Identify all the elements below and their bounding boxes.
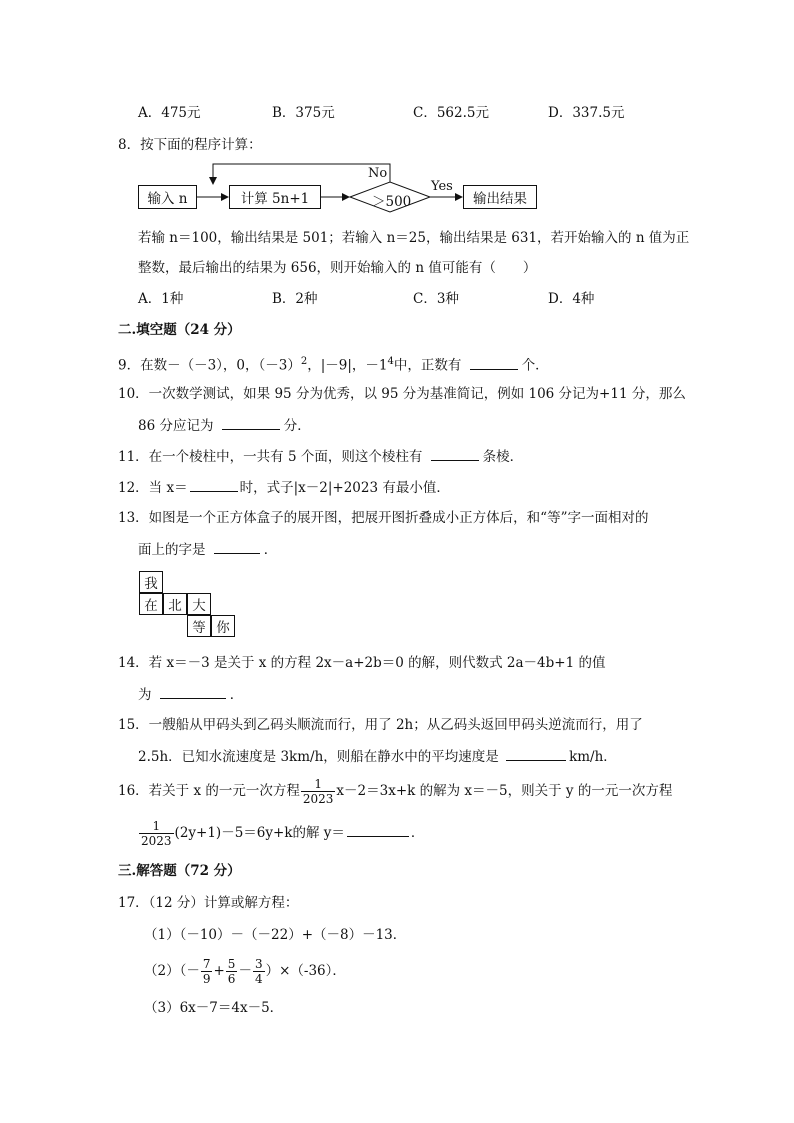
flow-no-label: No: [368, 166, 388, 181]
q17-frac-3: [253, 957, 265, 986]
q9-answer-blank[interactable]: [470, 356, 518, 370]
q8-option-b: B．2种: [272, 291, 318, 307]
q9-post: 中，正数有: [393, 357, 462, 374]
q8-option-d: D．4种: [548, 291, 595, 307]
q17-frac1-den: 9: [202, 972, 211, 986]
section-fill-in-title: 二.填空题（24 分）: [118, 322, 241, 338]
q16-frac1-den: 2023: [302, 792, 334, 806]
q8-option-c: C．3种: [413, 291, 459, 307]
q7-option-c: C．562.5元: [413, 105, 489, 121]
flow-yes-label: Yes: [431, 179, 453, 194]
q17-p2-pre: （2）（－: [144, 963, 200, 979]
q13-line-2: [138, 540, 277, 559]
q12-pre: 12．当 x＝: [118, 480, 188, 496]
q17-part-1: （1）（－10）－（－22）+（－8）－13．: [144, 927, 407, 943]
q17-frac-1: [201, 957, 213, 986]
q10-end: 分．: [283, 418, 311, 434]
q17-frac3-num: 3: [254, 957, 263, 971]
q17-stem: 17．（12 分）计算或解方程：: [118, 895, 299, 911]
net-cell-da: 大: [187, 593, 211, 615]
q9-pre: 9．在数－（－3），0，（－3）: [118, 357, 301, 374]
q11: [118, 447, 523, 466]
net-cell-bei: 北: [163, 593, 187, 615]
q16-frac1-num: 1: [301, 777, 336, 792]
q14-end: ．: [229, 687, 244, 703]
q17-part-3: （3）6x－7＝4x－5．: [144, 1000, 284, 1016]
q16-fraction-1: [301, 777, 336, 806]
q12-end: 时，式子|x－2|+2023 有最小值．: [239, 480, 450, 496]
flow-input-box: 输入 n: [138, 185, 197, 209]
net-cell-deng: 等: [187, 615, 211, 637]
net-cell-zai: 在: [139, 593, 163, 615]
q10-line-2: [138, 416, 311, 435]
q16-line-2: [138, 818, 424, 848]
q17-frac-2: [226, 957, 238, 986]
q16-line-1: [118, 776, 672, 806]
q15-pre: 2.5h．已知水流速度是 3km/h，则船在静水中的平均速度是: [138, 749, 499, 765]
q9-mid: ，|－9|，－1: [307, 357, 388, 374]
q16-fraction-2: [139, 819, 174, 848]
q12-answer-blank[interactable]: [190, 478, 238, 492]
q16-frac2-num: 1: [139, 819, 174, 834]
q16-post: x－2＝3x+k 的解为 x＝－5，则关于 y 的一元一次方程: [336, 783, 673, 799]
q16-frac2-den: 2023: [141, 834, 172, 848]
q15-end: km/h．: [569, 749, 617, 765]
q7-option-d: D．337.5元: [548, 105, 625, 121]
q12: [118, 478, 450, 497]
q14-pre: 为: [138, 687, 152, 703]
q10-line-1: 10．一次数学测试，如果 95 分为优秀，以 95 分为基准简记，例如 106 分记为+11 分，那么: [118, 386, 686, 402]
q17-frac2-den: 6: [227, 972, 236, 986]
q10-answer-blank[interactable]: [222, 416, 280, 430]
q14-line-1: 14．若 x＝－3 是关于 x 的方程 2x－a+2b＝0 的解，则代数式 2a－4b+1 的值: [118, 655, 606, 671]
flow-condition-label: ＞500: [372, 194, 412, 210]
q17-frac2-num: 5: [227, 957, 236, 971]
flow-compute-box: 计算 5n+1: [229, 185, 321, 209]
q10-pre: 86 分应记为: [138, 418, 214, 434]
q16-pre: 16．若关于 x 的一元一次方程: [118, 783, 300, 799]
q11-answer-blank[interactable]: [431, 447, 479, 461]
q11-end: 条棱．: [482, 449, 524, 465]
q13-end: ．: [263, 542, 278, 558]
q15-line-1: 15．一艘船从甲码头到乙码头顺流而行，用了 2h；从乙码头返回甲码头逆流而行，用了: [118, 717, 643, 733]
q13-pre: 面上的字是: [138, 542, 206, 558]
net-cell-ni: 你: [211, 615, 235, 637]
q16-answer-blank[interactable]: [347, 823, 409, 837]
q8-stem: 8．按下面的程序计算：: [118, 137, 262, 153]
q11-pre: 11．在一个棱柱中，一共有 5 个面，则这个棱柱有: [118, 449, 423, 465]
q17-frac3-den: 4: [254, 972, 263, 986]
q9: [118, 353, 549, 375]
q9-end: 个．: [521, 357, 549, 374]
q16-line2-text: (2y+1)－5＝6y+k的解 y＝: [174, 825, 345, 841]
section-answer-title: 三.解答题（72 分）: [118, 863, 241, 879]
q8-text-2: 整数，最后输出的结果为 656，则开始输入的 n 值可能有（ ）: [138, 260, 537, 276]
q8-option-a: A．1种: [138, 291, 184, 307]
q13-answer-blank[interactable]: [214, 540, 260, 554]
net-cell-wo: 我: [139, 571, 163, 593]
q17-frac1-num: 7: [202, 957, 211, 971]
q14-line-2: [138, 685, 243, 704]
q17-p2-post: ）×（-36）．: [265, 963, 346, 979]
q7-option-a: A．475元: [138, 105, 201, 121]
flow-output-box: 输出结果: [463, 185, 537, 209]
q16-end: ．: [410, 825, 425, 841]
q9-sup: 2: [300, 356, 308, 367]
q8-text-1: 若输 n＝100，输出结果是 501；若输入 n＝25，输出结果是 631，若开始输入的 n 值为正: [138, 230, 690, 246]
q13-line-1: 13．如图是一个正方体盒子的展开图，把展开图折叠成小正方体后，和“等”字一面相对的: [118, 510, 649, 526]
q7-option-b: B．375元: [272, 105, 335, 121]
q15-line-2: [138, 747, 617, 766]
q17-part-2: （2）（－ $\frac{7}{9}$ + $\frac{5}{6}$ － $\frac{3}{4}$ ）×（-36）．: [144, 957, 346, 986]
q15-answer-blank[interactable]: [506, 747, 566, 761]
q14-answer-blank[interactable]: [160, 685, 226, 699]
q9-sup2: 4: [387, 356, 394, 367]
